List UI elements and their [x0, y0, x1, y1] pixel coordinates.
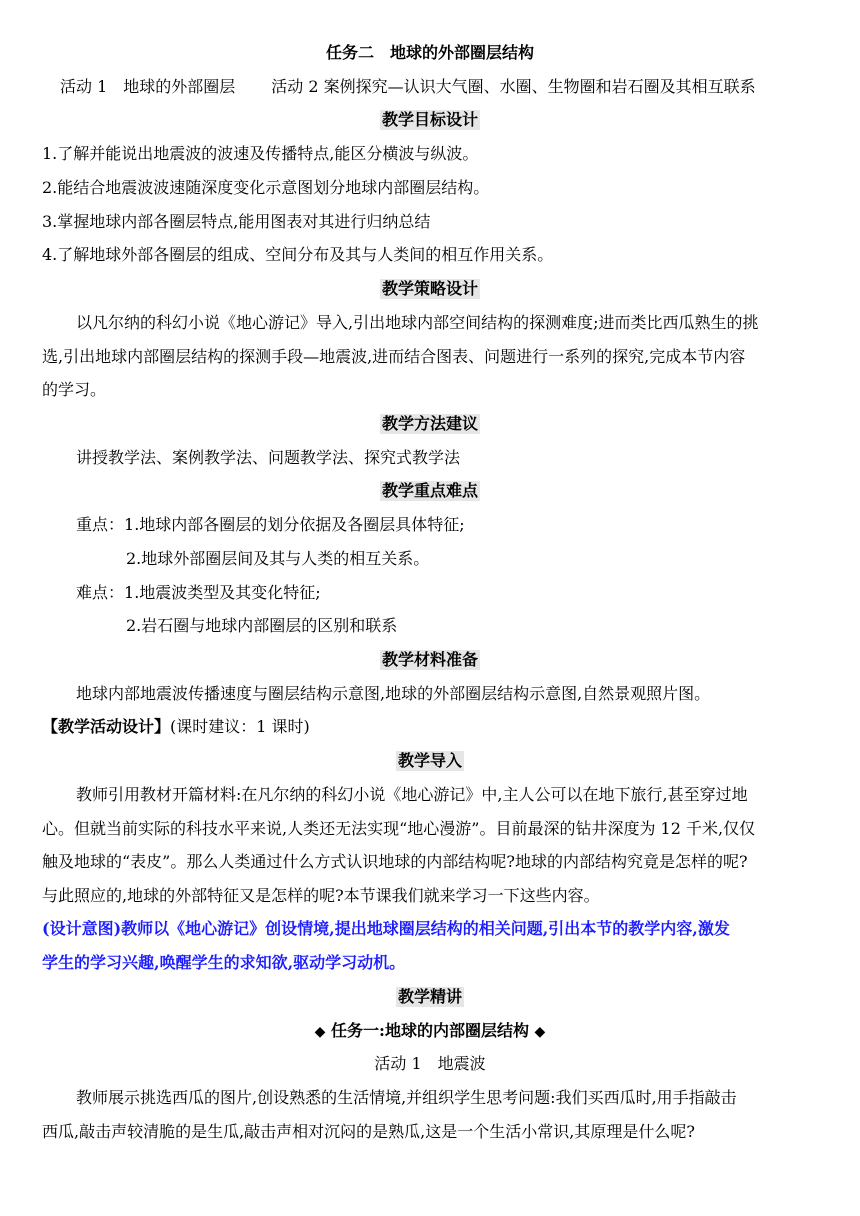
section-intro	[0, 751, 860, 771]
intro-paragraph-line: 触及地球的“表皮”。那么人类通过什么方式认识地球的内部结构呢?地球的内部结构究竟是怎样的呢?	[42, 852, 748, 871]
section-heading-materials: 教学材料准备	[381, 650, 478, 669]
activity-design-note: (课时建议：1 课时)	[170, 717, 310, 736]
section-keypoints	[0, 481, 860, 501]
section-heading-strategy: 教学策略设计	[381, 279, 478, 298]
goal-item: 4.了解地球外部各圈层的组成、空间分布及其与人类间的相互作用关系。	[42, 245, 554, 264]
section-heading-keypoints: 教学重点难点	[381, 481, 478, 500]
design-intent-line: (设计意图)教师以《地心游记》创设情境,提出地球圈层结构的相关问题,引出本节的教学内容,激发	[42, 919, 730, 938]
goal-item: 2.能结合地震波波速随深度变化示意图划分地球内部圈层结构。	[42, 178, 490, 197]
focus-item: 2.地球外部圈层间及其与人类的相互关系。	[126, 549, 430, 568]
activity-design-line	[42, 717, 822, 737]
difficulty-item: 2.岩石圈与地球内部圈层的区别和联系	[126, 616, 398, 635]
activity-1-label: 活动 1 地球的外部圈层	[60, 77, 236, 96]
materials-text: 地球内部地震波传播速度与圈层结构示意图,地球的外部圈层结构示意图,自然景观照片图。	[76, 684, 711, 703]
focus-label: 重点：	[76, 515, 125, 534]
task1-text: 任务一:地球的内部圈层结构	[331, 1021, 529, 1040]
strategy-paragraph-line: 选,引出地球内部圈层结构的探测手段—地震波,进而结合图表、问题进行一系列的探究,完成本节内容	[42, 347, 746, 366]
section-lecture	[0, 987, 860, 1007]
section-methods	[0, 414, 860, 434]
section-heading-methods: 教学方法建议	[381, 414, 478, 433]
difficulty-item: 1.地震波类型及其变化特征;	[124, 583, 321, 602]
goal-item: 1.了解并能说出地震波的波速及传播特点,能区分横波与纵波。	[42, 144, 479, 163]
section-heading-lecture: 教学精讲	[397, 987, 462, 1006]
activity1-title: 活动 1 地震波	[374, 1054, 486, 1073]
diamond-icon: ◆	[534, 1024, 546, 1040]
strategy-paragraph-line: 的学习。	[42, 380, 107, 399]
section-strategy	[0, 279, 860, 299]
document-title: 任务二 地球的外部圈层结构	[325, 43, 534, 62]
activity-2-label: 活动 2 案例探究—认识大气圈、水圈、生物圈和岩石圈及其相互联系	[271, 77, 756, 96]
section-heading-intro: 教学导入	[397, 751, 462, 770]
section-goals	[0, 110, 860, 130]
watermelon-paragraph-line: 教师展示挑选西瓜的图片,创设熟悉的生活情境,并组织学生思考问题:我们买西瓜时,用手指敲击	[76, 1088, 737, 1107]
section-materials	[0, 650, 860, 670]
intro-paragraph-line: 与此照应的,地球的外部特征又是怎样的呢?本节课我们就来学习一下这些内容。	[42, 886, 600, 905]
intro-paragraph-line: 心。但就当前实际的科技水平来说,人类还无法实现“地心漫游”。目前最深的钻井深度为 12 千米,仅仅	[42, 819, 756, 838]
goal-item: 3.掌握地球内部各圈层特点,能用图表对其进行归纳总结	[42, 212, 431, 231]
difficulty-label: 难点：	[76, 583, 125, 602]
focus-item: 1.地球内部各圈层的划分依据及各圈层具体特征;	[124, 515, 465, 534]
activity-design-label: 【教学活动设计】	[42, 717, 171, 736]
design-intent-line: 学生的学习兴趣,唤醒学生的求知欲,驱动学习动机。	[42, 953, 406, 972]
section-heading-goals: 教学目标设计	[381, 110, 478, 129]
watermelon-paragraph-line: 西瓜,敲击声较清脆的是生瓜,敲击声相对沉闷的是熟瓜,这是一个生活小常识,其原理是什么呢?	[42, 1122, 695, 1141]
focus-line	[76, 515, 856, 535]
difficulty-line	[76, 583, 856, 603]
intro-paragraph-line: 教师引用教材开篇材料:在凡尔纳的科幻小说《地心游记》中,主人公可以在地下旅行,甚至穿过地	[76, 785, 748, 804]
diamond-icon: ◆	[314, 1024, 326, 1040]
strategy-paragraph-line: 以凡尔纳的科幻小说《地心游记》导入,引出地球内部空间结构的探测难度;进而类比西瓜熟生的挑	[76, 313, 759, 332]
task1-heading	[0, 1021, 860, 1042]
methods-text: 讲授教学法、案例教学法、问题教学法、探究式教学法	[76, 448, 461, 467]
activities-line	[60, 77, 820, 97]
